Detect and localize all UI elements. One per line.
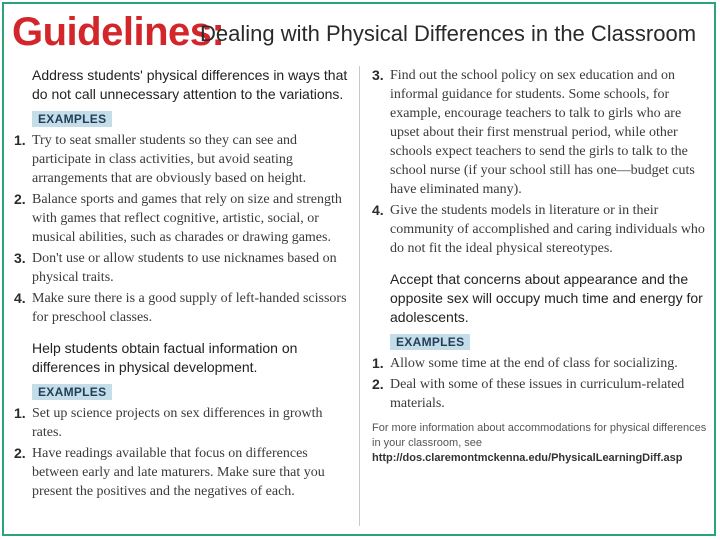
list-item	[14, 190, 350, 247]
examples-badge: EXAMPLES	[390, 334, 470, 350]
list-item	[372, 201, 710, 258]
item-text: Try to seat smaller students so they can see and participate in class activities, but avoid seating arrangements that are obviously based on height.	[32, 133, 307, 186]
list-item	[14, 289, 350, 327]
item-number: 2.	[14, 445, 26, 461]
item-number: 1.	[14, 405, 26, 421]
item-number: 3.	[372, 67, 384, 83]
item-number: 1.	[372, 355, 384, 371]
item-number: 1.	[14, 132, 26, 148]
item-number: 4.	[372, 202, 384, 218]
right-column	[372, 66, 710, 466]
footnote	[372, 421, 710, 466]
list-item	[14, 131, 350, 188]
item-text: Set up science projects on sex differences in growth rates.	[32, 406, 323, 440]
section-intro: Help students obtain factual information on differences in physical development.	[32, 340, 298, 375]
item-text: Allow some time at the end of class for socializing.	[390, 356, 678, 371]
page-subtitle: Dealing with Physical Differences in the Classroom	[200, 21, 697, 46]
column-divider	[359, 66, 360, 526]
footnote-link[interactable]: http://dos.claremontmckenna.edu/PhysicalLearningDiff.asp	[372, 452, 683, 464]
item-text: Have readings available that focus on differences between early and late maturers. Make sure that you present the positives and the negatives of each.	[32, 446, 325, 499]
item-text: Give the students models in literature or in their community of accomplished and caring individuals who do not fit the ideal physical stereotypes.	[390, 203, 705, 256]
item-text: Find out the school policy on sex education and on informal guidance for students. Some schools, for example, encourage teachers to talk to girls who are upset about their first menstrual period, while other schools expect teachers to send the girls to talk to the school nurse (if your school still has one—budget cuts have eliminated many).	[390, 68, 695, 197]
item-number: 2.	[372, 376, 384, 392]
list-item	[14, 249, 350, 287]
item-number: 3.	[14, 250, 26, 266]
list-item	[14, 404, 350, 442]
list-item	[372, 354, 710, 373]
list-item	[372, 375, 710, 413]
section-intro: Address students' physical differences in ways that do not call unnecessary attention to the variations.	[32, 67, 348, 102]
item-text: Don't use or allow students to use nicknames based on physical traits.	[32, 251, 337, 285]
list-item	[372, 66, 710, 199]
spacer	[14, 329, 350, 339]
examples-badge: EXAMPLES	[32, 111, 112, 127]
footnote-text: For more information about accommodations for physical differences in your classroom, see	[372, 422, 707, 449]
section-intro: Accept that concerns about appearance and the opposite sex will occupy much time and energy for adolescents.	[390, 271, 703, 325]
header	[12, 8, 712, 58]
page-title: Guidelines:	[12, 10, 225, 54]
item-number: 2.	[14, 191, 26, 207]
spacer	[372, 260, 710, 270]
examples-badge: EXAMPLES	[32, 384, 112, 400]
item-number: 4.	[14, 290, 26, 306]
item-text: Deal with some of these issues in curriculum-related materials.	[390, 377, 685, 411]
left-column	[14, 66, 350, 503]
list-item	[14, 444, 350, 501]
item-text: Make sure there is a good supply of left-handed scissors for preschool classes.	[32, 291, 347, 325]
item-text: Balance sports and games that rely on size and strength with games that reflect cognitive, artistic, social, or musical abilities, such as charades or drawing games.	[32, 192, 342, 245]
